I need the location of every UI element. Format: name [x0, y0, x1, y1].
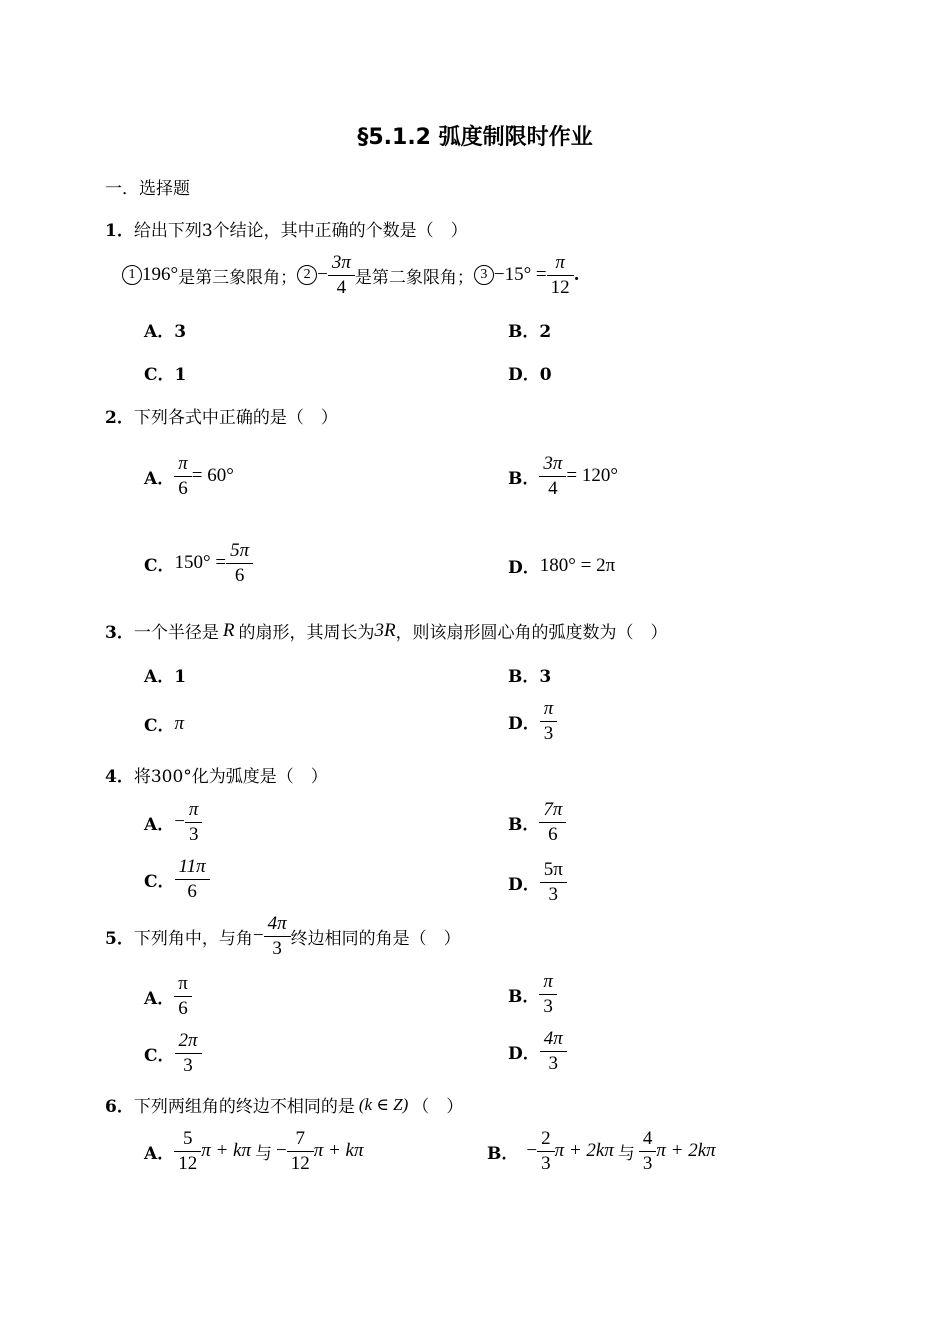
option-c[interactable] — [144, 711, 184, 736]
statement-3-fraction — [549, 252, 572, 299]
question-number: 2． — [105, 408, 134, 428]
fraction-numerator: 2π — [178, 1030, 198, 1051]
fraction-numerator: π — [555, 252, 565, 273]
fraction-numerator: 4π — [543, 1028, 563, 1049]
circled-number-1: 1 — [122, 265, 142, 285]
question-text: 给出下列3个结论，其中正确的个数是（ ） — [133, 221, 468, 241]
question-3-stem — [105, 618, 668, 643]
option-fraction — [228, 540, 251, 587]
fraction-numerator: 11π — [178, 856, 206, 877]
fraction-denominator: 3 — [639, 1151, 657, 1175]
option-b[interactable] — [508, 317, 551, 342]
option-c[interactable] — [144, 360, 186, 385]
radius-symbol: R — [222, 619, 235, 641]
option-a[interactable] — [144, 662, 186, 687]
option-b[interactable] — [508, 971, 557, 1018]
option-label: B． — [508, 322, 540, 342]
option-label: C． — [144, 871, 175, 892]
question-text: ，则该扇形圆心角的弧度数为（ ） — [395, 623, 668, 643]
question-5-stem — [105, 913, 461, 960]
question-number: 6． — [105, 1097, 134, 1117]
option-label: D． — [508, 365, 540, 385]
question-text: 下列两组角的终边不相同的是 — [133, 1097, 355, 1117]
option-fraction — [177, 856, 208, 903]
fraction-denominator: 12 — [174, 1151, 201, 1175]
option-fraction — [289, 1128, 312, 1175]
statement-1-value: 196° — [142, 264, 179, 286]
question-1-statements — [122, 252, 580, 299]
option-b[interactable] — [508, 799, 566, 846]
option-a[interactable] — [144, 799, 202, 846]
fraction-numerator: 5π — [543, 859, 563, 880]
fraction-denominator: 3 — [540, 882, 567, 906]
fraction-numerator: 3π — [331, 252, 351, 273]
option-sign: − — [174, 811, 185, 833]
option-label: A． — [144, 1143, 175, 1164]
fraction-denominator: 12 — [287, 1151, 314, 1175]
option-d[interactable] — [508, 553, 615, 578]
option-c[interactable] — [144, 856, 210, 903]
option-rest: = 60° — [191, 465, 234, 487]
option-label: C． — [144, 1045, 175, 1066]
option-label: B． — [508, 468, 540, 489]
fraction-numerator: 4 — [642, 1128, 653, 1149]
question-number: 4． — [105, 767, 134, 787]
fraction-numerator: 2 — [541, 1128, 551, 1149]
option-label: A． — [144, 988, 175, 1009]
option-a[interactable] — [144, 1128, 364, 1175]
question-1-stem — [105, 216, 468, 241]
fraction-denominator: 3 — [537, 1151, 555, 1175]
option-label: D． — [508, 558, 540, 578]
fraction-denominator: 3 — [264, 936, 291, 960]
option-label: B． — [508, 814, 540, 835]
option-b[interactable] — [508, 453, 618, 500]
circled-number-2: 2 — [297, 265, 317, 285]
option-fraction — [542, 698, 556, 745]
statement-2-sign: − — [317, 264, 328, 286]
circled-number-3: 3 — [474, 265, 494, 285]
option-fraction — [542, 1028, 565, 1075]
question-number: 5． — [105, 928, 134, 949]
fraction-numerator: 3π — [543, 453, 563, 474]
fraction-denominator: 6 — [226, 563, 253, 587]
statement-2-text: 是第二象限角； — [354, 267, 474, 288]
option-d[interactable] — [508, 698, 557, 745]
fraction-numerator: π — [178, 973, 188, 994]
perimeter-value: 3R — [374, 619, 396, 641]
option-value: 3 — [174, 322, 187, 342]
fraction-numerator: 4π — [267, 913, 287, 934]
option-label: B． — [508, 667, 540, 687]
statement-2-fraction — [330, 252, 353, 299]
option-term: π + kπ — [201, 1140, 251, 1162]
option-fraction — [542, 859, 565, 906]
fraction-denominator: 3 — [540, 721, 558, 745]
option-a[interactable] — [144, 317, 186, 342]
option-label: B． — [508, 986, 540, 1007]
question-text: 下列各式中正确的是（ ） — [133, 408, 338, 428]
option-c[interactable] — [144, 540, 253, 587]
fraction-numerator: π — [178, 453, 188, 474]
option-b[interactable] — [508, 662, 551, 687]
option-d[interactable] — [508, 360, 552, 385]
question-text: （ ） — [412, 1097, 464, 1117]
condition: (k ∈ Z) — [358, 1094, 409, 1114]
option-fraction — [176, 973, 190, 1020]
fraction-denominator: 4 — [539, 476, 566, 500]
option-a[interactable] — [144, 973, 192, 1020]
option-fraction — [541, 453, 564, 500]
option-term: π + 2kπ — [554, 1140, 614, 1162]
option-label: B． — [487, 1143, 519, 1164]
option-fraction — [177, 1030, 200, 1077]
option-connector: 与 — [255, 1143, 272, 1164]
question-text: 的扇形，其周长为 — [238, 623, 375, 643]
section-heading: 一．选择题 — [105, 179, 190, 199]
option-value: 2 — [539, 322, 552, 342]
option-sign: − — [526, 1140, 538, 1162]
option-prefix: 150° = — [174, 552, 227, 574]
option-value: 180° = 2π — [539, 554, 616, 576]
option-d[interactable] — [508, 1028, 567, 1075]
fraction-denominator: 3 — [540, 1051, 567, 1075]
page-title: §5.1.2 弧度制限时作业 — [357, 125, 593, 150]
question-text: 一个半径是 — [133, 623, 219, 643]
fraction-denominator: 3 — [175, 1053, 202, 1077]
fraction-numerator: 7π — [543, 799, 563, 820]
fraction-denominator: 3 — [539, 994, 557, 1018]
option-fraction — [176, 1128, 199, 1175]
fraction-denominator: 4 — [328, 275, 355, 299]
question-number: 3． — [105, 623, 134, 643]
angle-sign: − — [252, 925, 264, 947]
fraction-denominator: 3 — [185, 822, 203, 846]
question-text: 下列角中，与角 — [133, 928, 253, 949]
option-b[interactable] — [487, 1128, 716, 1175]
option-c[interactable] — [144, 1030, 202, 1077]
option-d[interactable] — [508, 859, 567, 906]
fraction-numerator: 5π — [230, 540, 250, 561]
question-number: 1． — [105, 221, 134, 241]
option-a[interactable] — [144, 453, 234, 500]
fraction-numerator: 5 — [182, 1128, 193, 1149]
option-fraction — [187, 799, 201, 846]
option-fraction — [641, 1128, 655, 1175]
option-label: D． — [508, 1043, 540, 1064]
option-fraction — [176, 453, 190, 500]
fraction-numerator: π — [188, 799, 199, 820]
option-fraction — [541, 799, 564, 846]
fraction-denominator: 6 — [174, 476, 192, 500]
fraction-denominator: 6 — [174, 996, 192, 1020]
option-connector: 与 — [617, 1143, 635, 1164]
question-text: 终边相同的角是（ ） — [290, 928, 461, 949]
option-fraction — [539, 1128, 553, 1175]
angle-fraction — [266, 913, 289, 960]
option-label: A． — [144, 814, 175, 835]
option-label: A． — [144, 468, 175, 489]
option-label: D． — [508, 874, 540, 895]
option-value: 1 — [174, 365, 187, 385]
option-label: A． — [144, 667, 175, 687]
fraction-numerator: 7 — [295, 1128, 305, 1149]
option-sign: − — [276, 1140, 287, 1162]
fraction-numerator: π — [543, 971, 553, 992]
option-term: π + 2kπ — [656, 1140, 716, 1162]
statement-3-end: . — [573, 265, 580, 286]
option-fraction — [541, 971, 555, 1018]
fraction-denominator: 12 — [547, 275, 574, 299]
option-label: C． — [144, 716, 175, 736]
question-2-stem — [105, 403, 338, 428]
option-value: 3 — [539, 667, 552, 687]
option-label: C． — [144, 365, 175, 385]
fraction-denominator: 6 — [539, 822, 566, 846]
option-label: A． — [144, 322, 175, 342]
option-rest: = 120° — [566, 465, 618, 487]
statement-1-text: 是第三象限角； — [178, 267, 298, 288]
statement-3-value: −15° = — [493, 264, 547, 286]
option-value: π — [174, 712, 185, 734]
fraction-numerator: π — [543, 698, 554, 719]
option-label: D． — [508, 713, 540, 734]
option-value: 0 — [539, 365, 552, 385]
fraction-denominator: 6 — [175, 879, 210, 903]
option-value: 1 — [174, 667, 187, 687]
question-4-stem — [105, 762, 328, 787]
option-label: C． — [144, 555, 175, 576]
question-text: 将300°化为弧度是（ ） — [133, 767, 328, 787]
question-6-stem — [105, 1092, 463, 1117]
option-term: π + kπ — [313, 1140, 364, 1162]
